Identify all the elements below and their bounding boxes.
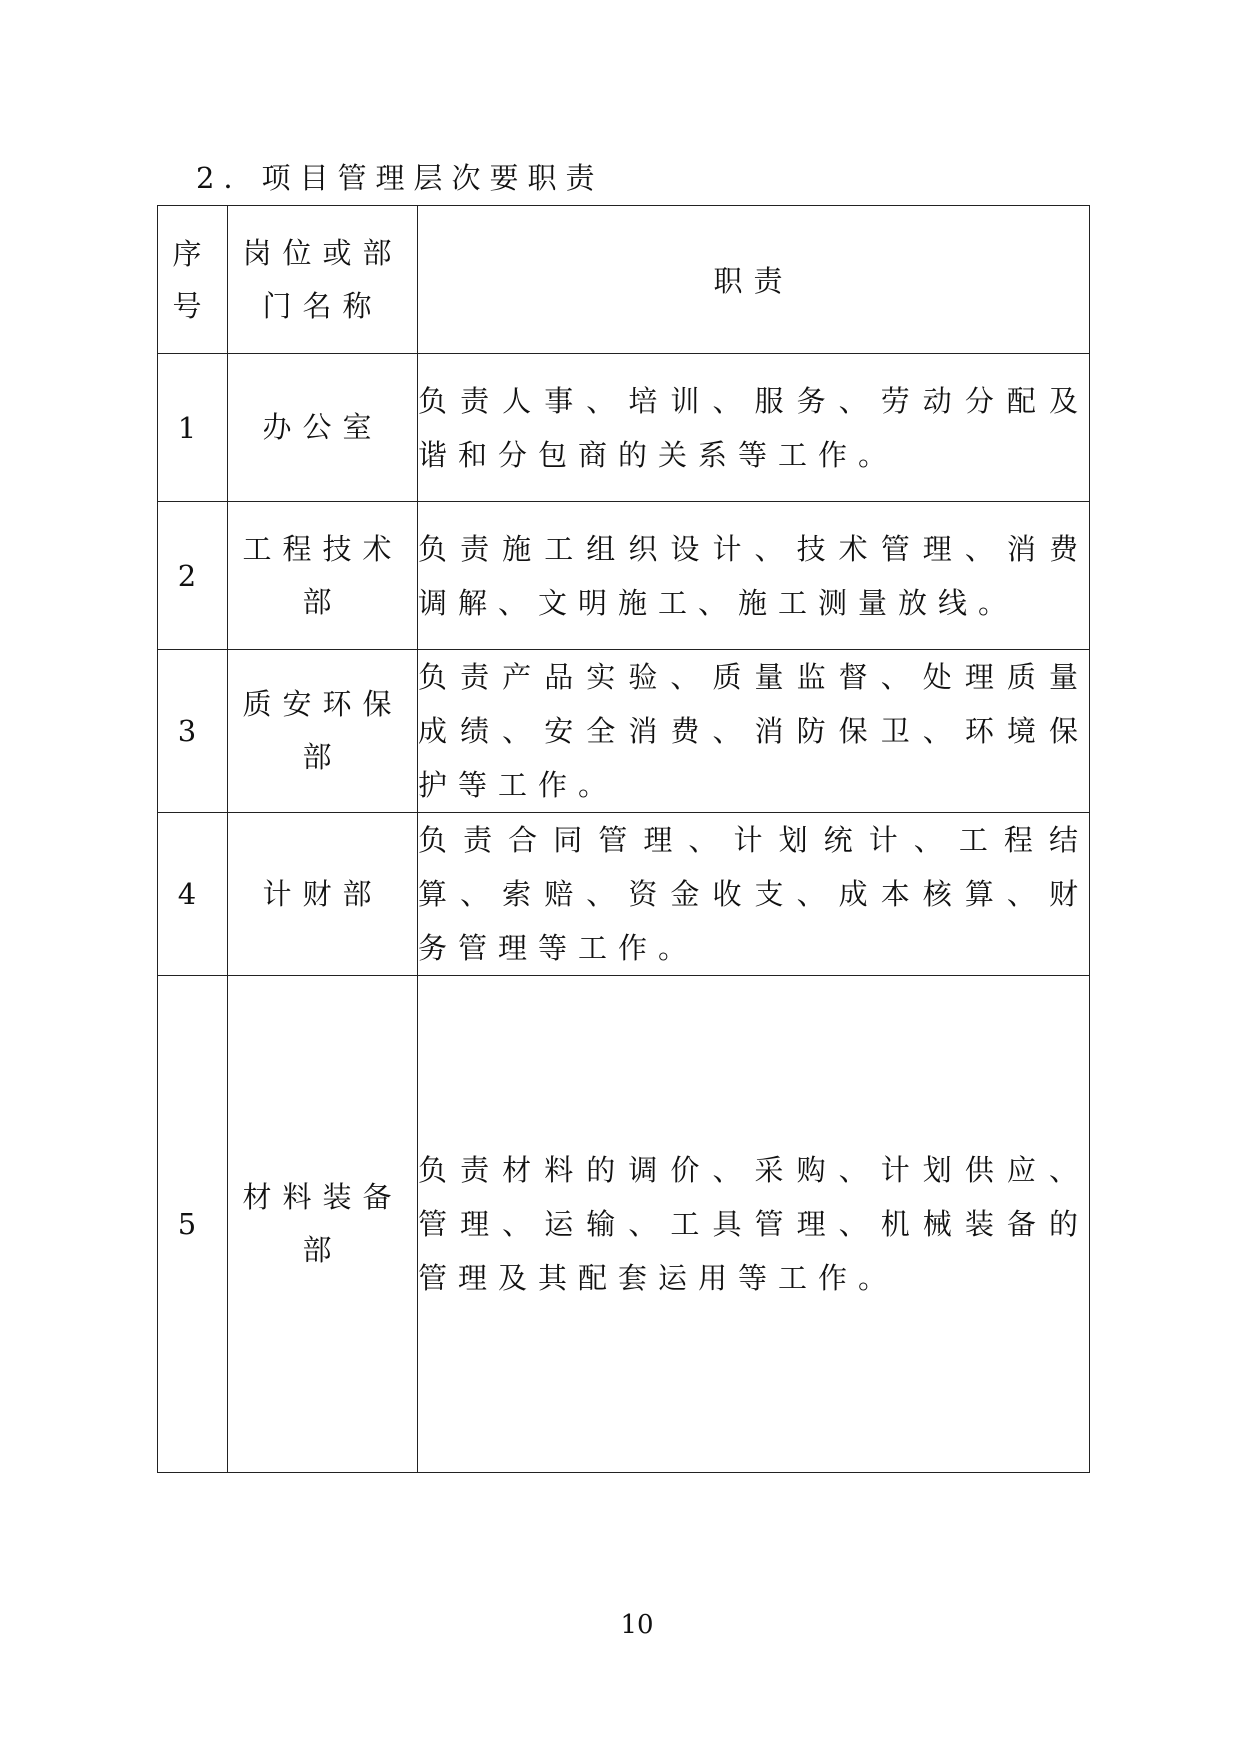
row-duty: 负责施工组织设计、技术管理、消费调解、文明施工、施工测量放线。 bbox=[418, 502, 1090, 650]
row-duty: 负责人事、培训、服务、劳动分配及谐和分包商的关系等工作。 bbox=[418, 354, 1090, 502]
row-duty: 负责合同管理、计划统计、工程结算、索赔、资金收支、成本核算、财务管理等工作。 bbox=[418, 813, 1090, 976]
row-name: 办公室 bbox=[228, 354, 418, 502]
header-duty: 职责 bbox=[418, 206, 1090, 354]
row-name: 质安环保部 bbox=[228, 650, 418, 813]
table-row bbox=[158, 502, 1090, 650]
row-no: 3 bbox=[158, 650, 228, 813]
table-row bbox=[158, 976, 1090, 1473]
section-heading: 2．项目管理层次要职责 bbox=[196, 161, 604, 195]
table-header-row bbox=[158, 206, 1090, 354]
row-duty: 负责材料的调价、采购、计划供应、管理、运输、工具管理、机械装备的管理及其配套运用等工作。 bbox=[418, 976, 1090, 1473]
row-name: 工程技术部 bbox=[228, 502, 418, 650]
header-name: 岗位或部 门名称 bbox=[228, 206, 418, 354]
header-no: 序 号 bbox=[158, 206, 228, 354]
row-name: 计财部 bbox=[228, 813, 418, 976]
row-no: 2 bbox=[158, 502, 228, 650]
row-no: 4 bbox=[158, 813, 228, 976]
duties-table bbox=[157, 205, 1090, 1473]
row-duty: 负责产品实验、质量监督、处理质量成绩、安全消费、消防保卫、环境保护等工作。 bbox=[418, 650, 1090, 813]
row-no: 1 bbox=[158, 354, 228, 502]
table-row bbox=[158, 650, 1090, 813]
row-no: 5 bbox=[158, 976, 228, 1473]
table-row bbox=[158, 354, 1090, 502]
table-row bbox=[158, 813, 1090, 976]
row-name: 材料装备部 bbox=[228, 976, 418, 1473]
page-number: 10 bbox=[620, 1610, 654, 1640]
